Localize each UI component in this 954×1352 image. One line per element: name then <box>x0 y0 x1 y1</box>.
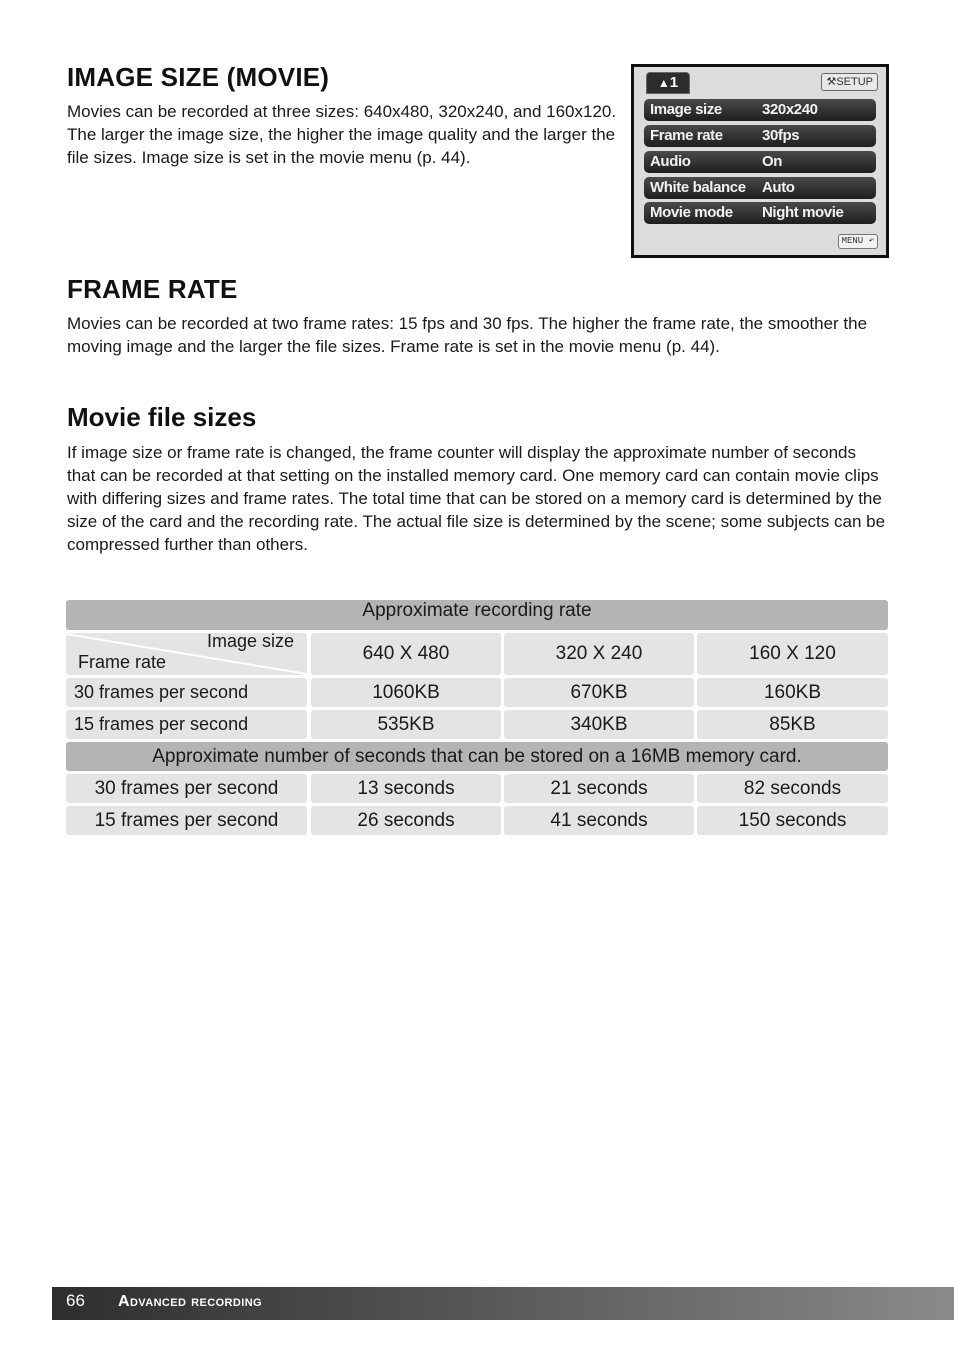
movie-camera-icon: ▲ <box>657 76 670 90</box>
header-recording-rate: Approximate recording rate <box>66 600 888 630</box>
table-cell: 85KB <box>697 710 888 739</box>
table-cell: 535KB <box>311 710 501 739</box>
menu-item-value: 30fps <box>762 127 800 144</box>
image-size-title: IMAGE SIZE (MOVIE) <box>67 62 330 92</box>
return-arrow-icon: ↶ <box>868 236 874 246</box>
menu-item-image-size <box>644 99 876 121</box>
menu-item-frame-rate <box>644 125 876 147</box>
table-cell: 150 seconds <box>697 806 888 835</box>
table-cell: 21 seconds <box>504 774 694 803</box>
movie-tab-number: 1 <box>669 74 679 91</box>
camera-menu-screen <box>631 64 889 258</box>
footer-section-title: Advanced recording <box>118 1293 263 1310</box>
row-label: 15 frames per second <box>66 710 307 739</box>
table-cell: 13 seconds <box>311 774 501 803</box>
table-cell: 1060KB <box>311 678 501 707</box>
table-cell: 160KB <box>697 678 888 707</box>
table-cell: 82 seconds <box>697 774 888 803</box>
menu-item-movie-mode <box>644 202 876 224</box>
column-header: 640 X 480 <box>311 633 501 675</box>
page-footer <box>52 1287 954 1320</box>
setup-label: SETUP <box>836 76 873 88</box>
menu-item-label: Audio <box>650 153 691 170</box>
menu-item-value: Auto <box>762 179 795 196</box>
row-label: 30 frames per second <box>66 774 307 803</box>
menu-item-label: Frame rate <box>650 127 723 144</box>
table-cell: 670KB <box>504 678 694 707</box>
corner-image-size-label: Image size <box>206 633 294 651</box>
menu-button-indicator <box>838 234 878 249</box>
movie-file-sizes-text: If image size or frame rate is changed, the frame counter will display the approximate number of seconds that can be recorded at that setting on the installed memory card. One memory card can contain movie clips with differing sizes and frame rates. The total time that can be stored on a memory card is determined by the size of the card and the recording rate. The actual file size is determined by the scene; some subjects can be compressed further than others. <box>67 443 886 554</box>
menu-item-label: Movie mode <box>650 204 733 221</box>
row-label: 15 frames per second <box>66 806 307 835</box>
table-cell: 26 seconds <box>311 806 501 835</box>
menu-item-value: On <box>762 153 783 170</box>
menu-item-audio <box>644 151 876 173</box>
frame-rate-text: Movies can be recorded at two frame rates: 15 fps and 30 fps. The higher the frame rate, the smoother the moving image and the larger the file sizes. Frame rate is set in the movie menu (p. 44). <box>67 314 868 356</box>
movie-menu-tab <box>646 72 690 94</box>
image-size-text: Movies can be recorded at three sizes: 640x480, 320x240, and 160x120. The larger the image size, the higher the image quality and the larger the file sizes. Image size is set in the movie menu (p. 44). <box>67 102 617 167</box>
column-header: 160 X 120 <box>697 633 888 675</box>
table-corner-cell <box>66 633 307 675</box>
table-cell: 340KB <box>504 710 694 739</box>
table-cell: 41 seconds <box>504 806 694 835</box>
menu-item-value: 320x240 <box>762 101 818 118</box>
menu-item-value: Night movie <box>762 204 844 221</box>
row-label: 30 frames per second <box>66 678 307 707</box>
movie-file-sizes-title: Movie file sizes <box>67 402 257 432</box>
menu-button-label: MENU <box>841 236 864 246</box>
setup-tab <box>821 73 878 91</box>
page-number: 66 <box>66 1291 85 1310</box>
menu-item-label: Image size <box>650 101 722 118</box>
column-header: 320 X 240 <box>504 633 694 675</box>
header-seconds-stored: Approximate number of seconds that can be stored on a 16MB memory card. <box>66 742 888 771</box>
frame-rate-title: FRAME RATE <box>67 274 238 304</box>
wrench-icon: ⚒ <box>826 76 837 88</box>
menu-item-label: White balance <box>650 179 746 196</box>
corner-frame-rate-label: Frame rate <box>78 652 167 672</box>
menu-item-white-balance <box>644 177 876 199</box>
